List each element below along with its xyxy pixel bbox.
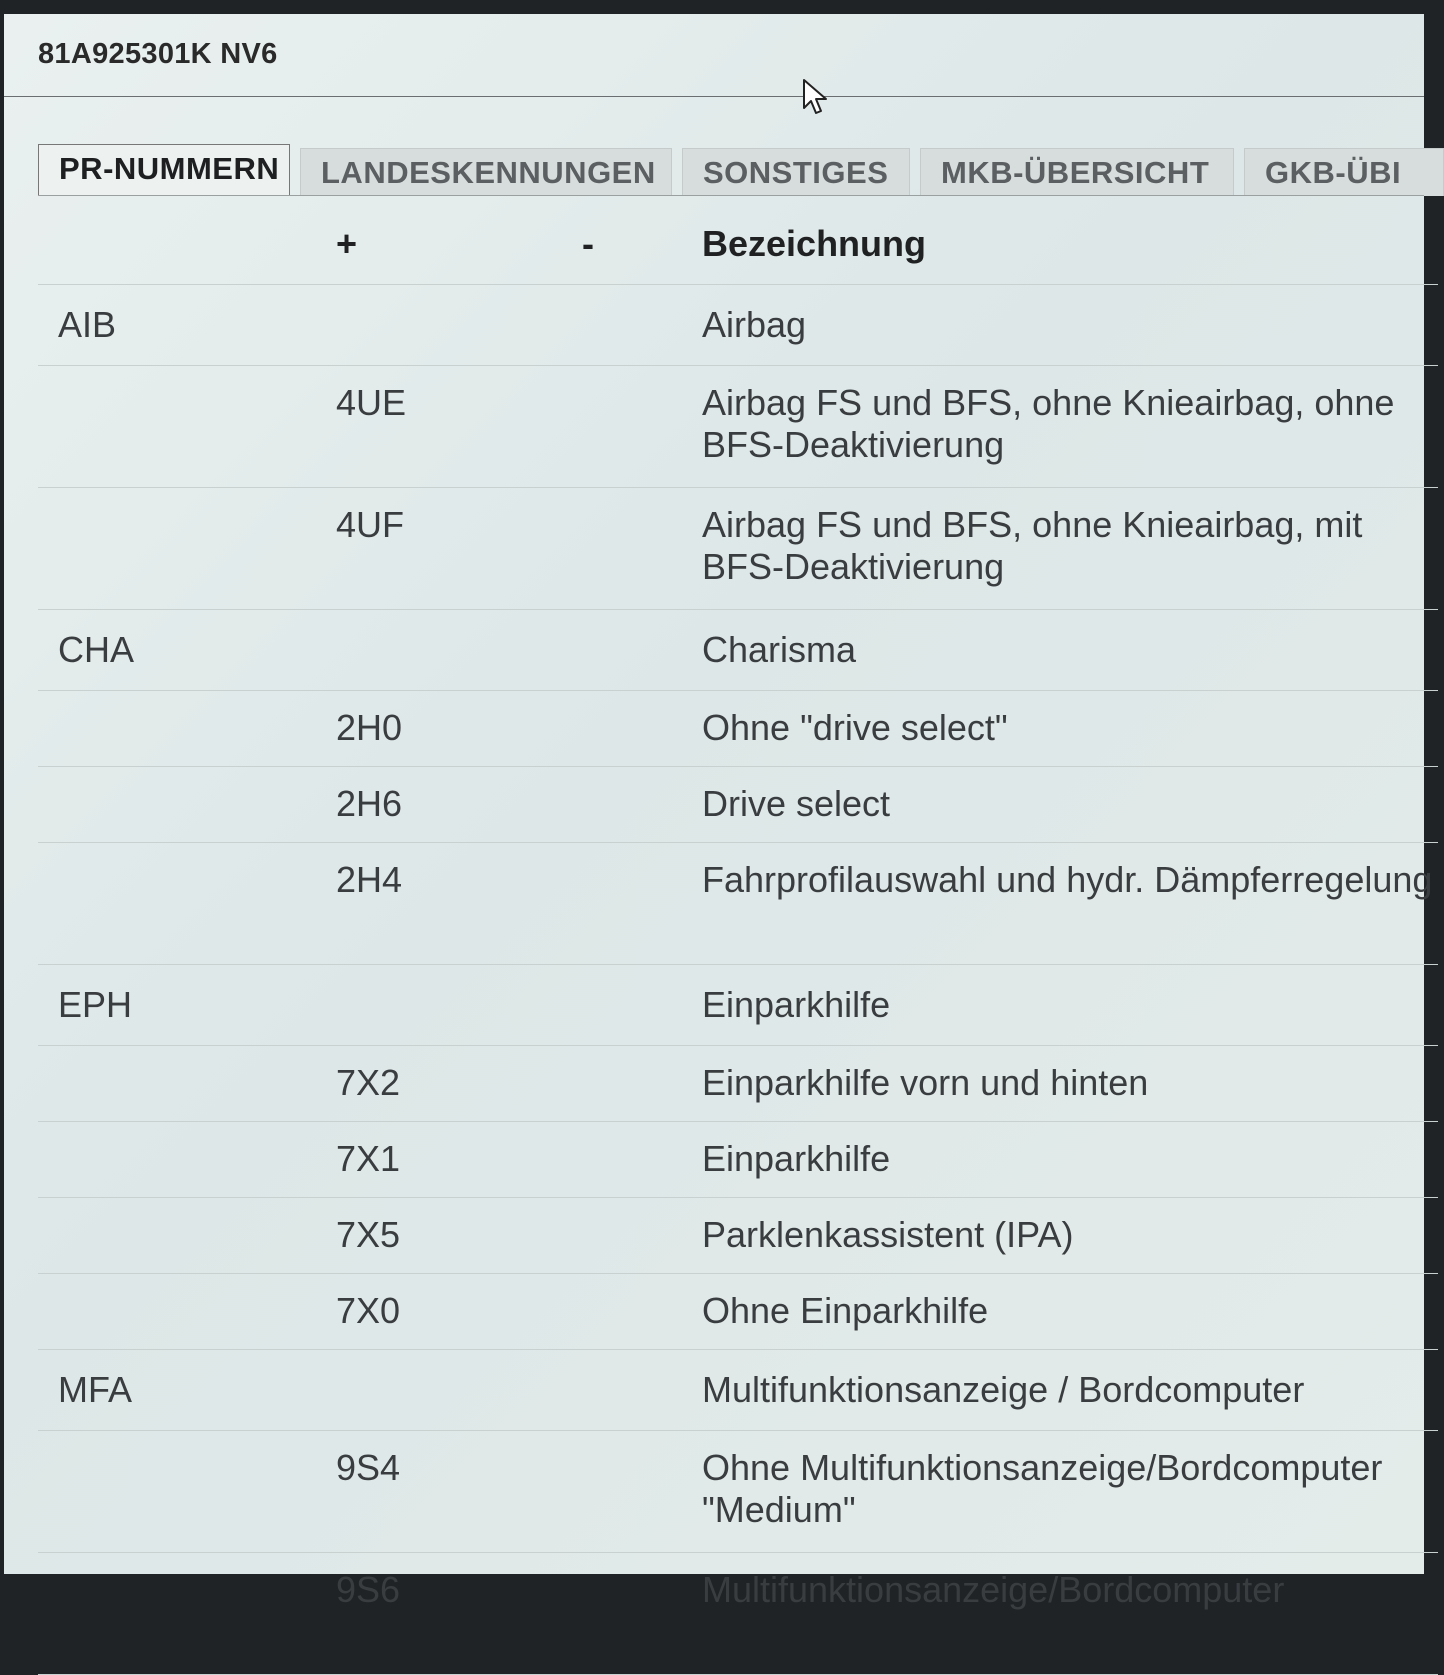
tab-divider	[38, 195, 1424, 196]
cell-plus: 2H4	[336, 859, 403, 900]
mouse-pointer-icon	[802, 78, 828, 116]
cell-group: EPH	[58, 984, 133, 1025]
table-row[interactable]	[38, 1431, 1438, 1553]
header-description: Bezeichnung	[702, 223, 927, 264]
cell-group	[38, 767, 310, 843]
cell-minus	[582, 767, 702, 843]
cell-plus: 7X2	[336, 1062, 401, 1103]
table-row[interactable]	[38, 1198, 1438, 1274]
cell-group	[38, 1122, 310, 1198]
cell-minus	[582, 1198, 702, 1274]
cell-group	[38, 366, 310, 488]
table-row[interactable]	[38, 366, 1438, 488]
cell-minus	[582, 366, 702, 488]
cell-plus	[310, 1350, 582, 1431]
cell-plus	[310, 965, 582, 1046]
cell-description: Drive select	[702, 783, 891, 824]
cell-group	[38, 1046, 310, 1122]
tab-sonstiges[interactable]: SONSTIGES	[682, 148, 910, 196]
cell-plus: 7X5	[336, 1214, 401, 1255]
header-group	[38, 204, 310, 285]
cell-minus	[582, 1553, 702, 1675]
cell-minus	[582, 691, 702, 767]
cell-description: Ohne Multifunktionsanzeige/Bordcomputer "Medium"	[702, 1447, 1383, 1530]
tab-landeskennungen[interactable]: LANDESKENNUNGEN	[300, 148, 672, 196]
table-row[interactable]	[38, 691, 1438, 767]
tab-bar	[38, 140, 1438, 202]
cell-minus	[582, 1122, 702, 1198]
table-row[interactable]	[38, 1122, 1438, 1198]
cell-plus: 7X1	[336, 1138, 401, 1179]
cell-plus: 2H6	[336, 783, 403, 824]
cell-minus	[582, 285, 702, 366]
cell-minus	[582, 1274, 702, 1350]
tab-mkb-uebersicht[interactable]: MKB-ÜBERSICHT	[920, 148, 1234, 196]
cell-group	[38, 691, 310, 767]
cell-description: Ohne Einparkhilfe	[702, 1290, 989, 1331]
cell-plus: 4UF	[336, 504, 405, 545]
cell-description: Ohne "drive select"	[702, 707, 1008, 748]
cell-plus: 9S4	[336, 1447, 401, 1488]
cell-group	[38, 1431, 310, 1553]
table-row[interactable]	[38, 843, 1438, 965]
title-bar	[4, 14, 1424, 97]
table-row[interactable]	[38, 1046, 1438, 1122]
table-row[interactable]	[38, 285, 1438, 366]
tab-gkb-uebersicht[interactable]: GKB-ÜBI	[1244, 148, 1444, 196]
table-row[interactable]	[38, 610, 1438, 691]
cell-group: CHA	[58, 629, 135, 670]
cell-plus	[310, 285, 582, 366]
cell-minus	[582, 610, 702, 691]
cell-minus	[582, 488, 702, 610]
header-minus: -	[582, 223, 594, 264]
cell-description: Airbag FS und BFS, ohne Knieairbag, ohne BFS-Deaktivierung	[702, 382, 1395, 465]
cell-group	[38, 1198, 310, 1274]
cell-group	[38, 488, 310, 610]
app-window	[4, 14, 1433, 1610]
cell-plus: 7X0	[336, 1290, 401, 1331]
cell-group: AIB	[58, 304, 117, 345]
cell-description: Fahrprofilauswahl und hydr. Dämpferregelung	[702, 859, 1433, 900]
cell-minus	[582, 1046, 702, 1122]
cell-description: Multifunktionsanzeige/Bordcomputer	[702, 1569, 1285, 1610]
table-row[interactable]	[38, 488, 1438, 610]
pr-number-table	[38, 204, 1438, 1675]
cell-minus	[582, 843, 702, 965]
cell-description: Einparkhilfe	[702, 1138, 891, 1179]
cell-group	[38, 1274, 310, 1350]
table-row[interactable]	[38, 1553, 1438, 1675]
table-row[interactable]	[38, 965, 1438, 1046]
table-header-row	[38, 204, 1438, 285]
cell-minus	[582, 1350, 702, 1431]
cell-description: Multifunktionsanzeige / Bordcomputer	[702, 1369, 1305, 1410]
cell-description: Airbag	[702, 304, 807, 345]
cell-group: MFA	[58, 1369, 133, 1410]
cell-plus: 9S6	[336, 1569, 401, 1610]
cell-group	[38, 1553, 310, 1675]
cell-group	[38, 843, 310, 965]
table-row[interactable]	[38, 767, 1438, 843]
header-plus: +	[336, 223, 358, 264]
window-title: 81A925301K NV6	[38, 38, 278, 70]
cell-plus: 2H0	[336, 707, 403, 748]
cell-description: Charisma	[702, 629, 857, 670]
cell-plus	[310, 610, 582, 691]
cell-description: Einparkhilfe	[702, 984, 891, 1025]
table-row[interactable]	[38, 1274, 1438, 1350]
cell-description: Einparkhilfe vorn und hinten	[702, 1062, 1149, 1103]
cell-description: Airbag FS und BFS, ohne Knieairbag, mit BFS-Deaktivierung	[702, 504, 1363, 587]
table-row[interactable]	[38, 1350, 1438, 1431]
cell-minus	[582, 1431, 702, 1553]
tab-pr-nummern[interactable]: PR-NUMMERN	[38, 144, 290, 196]
cell-plus: 4UE	[336, 382, 407, 423]
cell-description: Parklenkassistent (IPA)	[702, 1214, 1074, 1255]
cell-minus	[582, 965, 702, 1046]
